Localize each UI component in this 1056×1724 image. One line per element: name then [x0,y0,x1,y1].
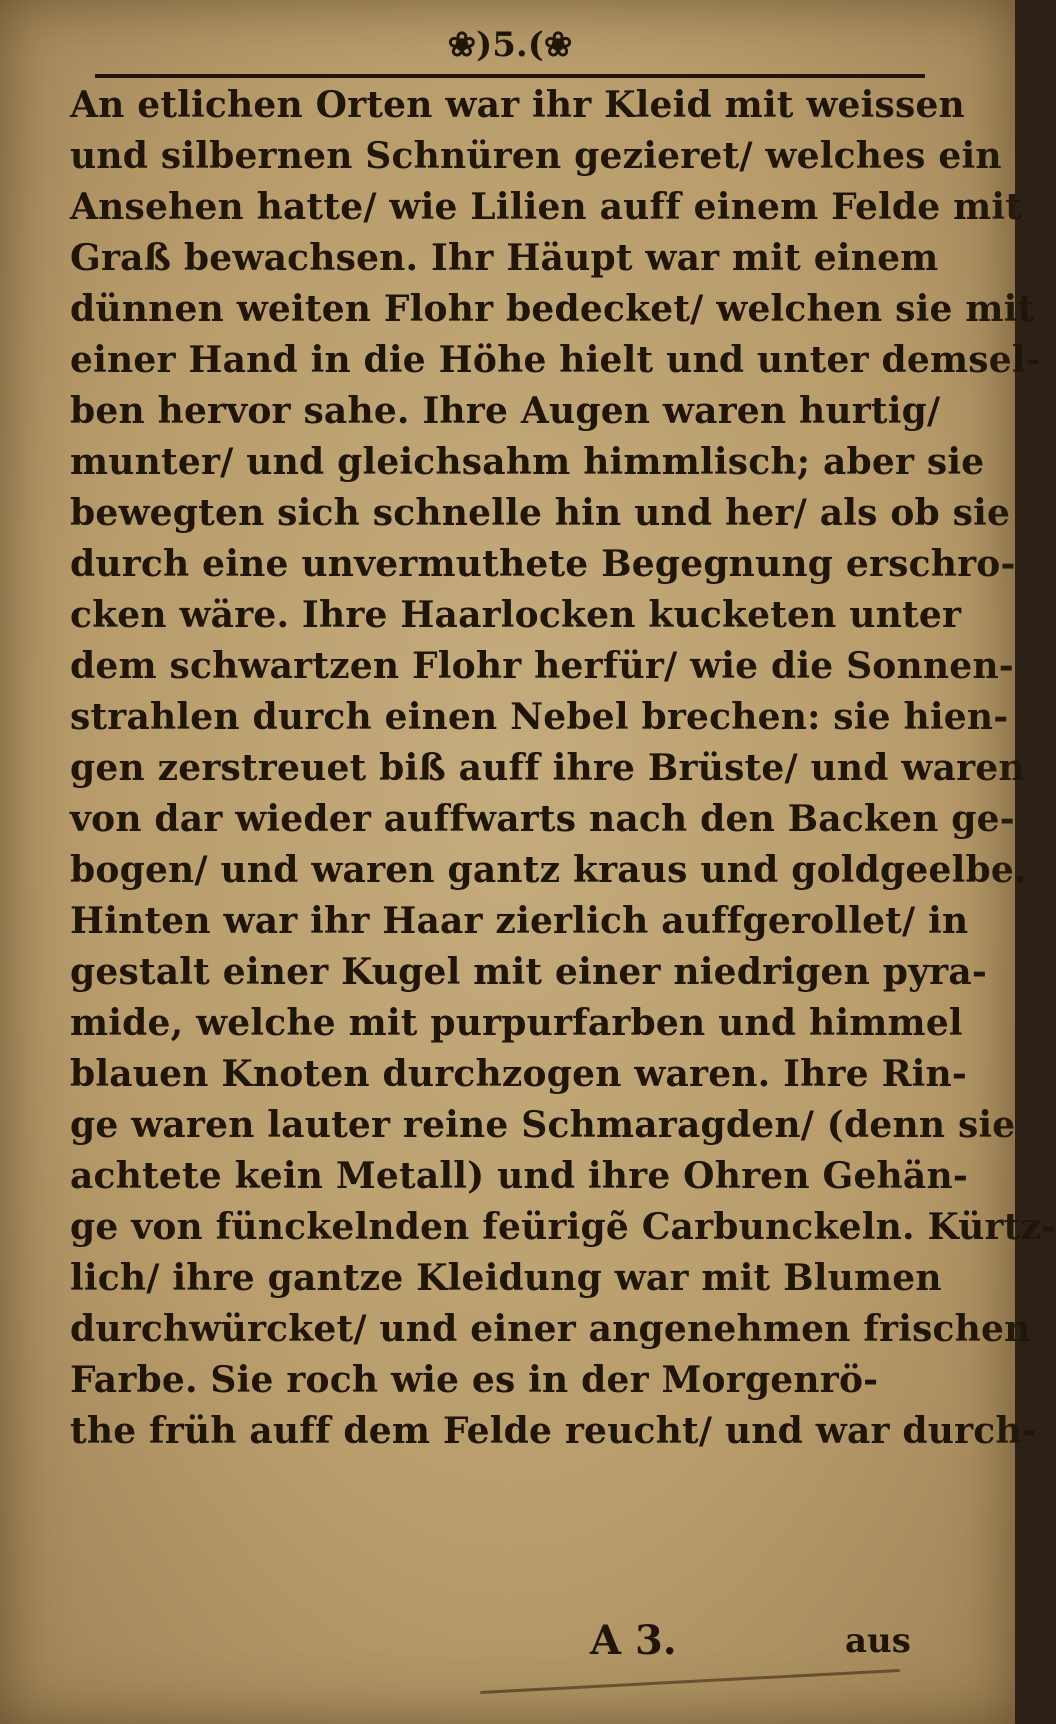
signature-mark: A 3. [590,1617,677,1664]
text-line: und silbernen Schnüren gezieret/ welches ein [70,135,1002,177]
body-text [70,80,1056,1457]
text-line: cken wäre. Ihre Haarlocken kucketen unter [70,594,962,636]
text-line: durchwürcket/ und einer angenehmen frischen [70,1308,1031,1350]
page-footer [0,1613,1015,1673]
text-line: ben hervor sahe. Ihre Augen waren hurtig/ [70,390,941,432]
text-line: dünnen weiten Flohr bedecket/ welchen sie mit [70,288,1035,330]
text-line: the früh auff dem Felde reucht/ und war durch- [70,1410,1037,1452]
text-line: ge waren lauter reine Schmaragden/ (denn sie [70,1104,1016,1146]
header-rule [95,74,925,78]
text-line: Farbe. Sie roch wie es in der Morgenrö- [70,1359,879,1401]
page-number: ❀)5.(❀ [447,25,573,65]
text-line: Hinten war ihr Haar zierlich auffgerollet/ in [70,900,969,942]
catchword: aus [845,1621,911,1661]
text-line: bewegten sich schnelle hin und her/ als ob sie [70,492,1011,534]
text-line: achtete kein Metall) und ihre Ohren Gehän- [70,1155,968,1197]
text-line: von dar wieder auffwarts nach den Backen ge- [70,798,1015,840]
text-line: strahlen durch einen Nebel brechen: sie hien- [70,696,1009,738]
text-line: munter/ und gleichsahm himmlisch; aber sie [70,441,985,483]
text-line: blauen Knoten durchzogen waren. Ihre Rin- [70,1053,968,1095]
text-line: gen zerstreuet biß auff ihre Brüste/ und waren [70,747,1025,789]
text-line: ge von fünckelnden feürigẽ Carbunckeln. Kürtz- [70,1206,1056,1248]
text-line: gestalt einer Kugel mit einer niedrigen pyra- [70,951,988,993]
text-line: dem schwartzen Flohr herfür/ wie die Sonnen- [70,645,1014,687]
text-line: bogen/ und waren gantz kraus und goldgeelbe. [70,849,1027,891]
text-line: einer Hand in die Höhe hielt und unter demsel- [70,339,1041,381]
text-line: lich/ ihre gantze Kleidung war mit Blumen [70,1257,942,1299]
text-line: An etlichen Orten war ihr Kleid mit weissen [70,84,965,126]
text-line: durch eine unvermuthete Begegnung erschro- [70,543,1016,585]
text-line: Graß bewachsen. Ihr Häupt war mit einem [70,237,939,279]
text-line: mide, welche mit purpurfarben und himmel [70,1002,963,1044]
text-line: Ansehen hatte/ wie Lilien auff einem Felde mit [70,186,1023,228]
